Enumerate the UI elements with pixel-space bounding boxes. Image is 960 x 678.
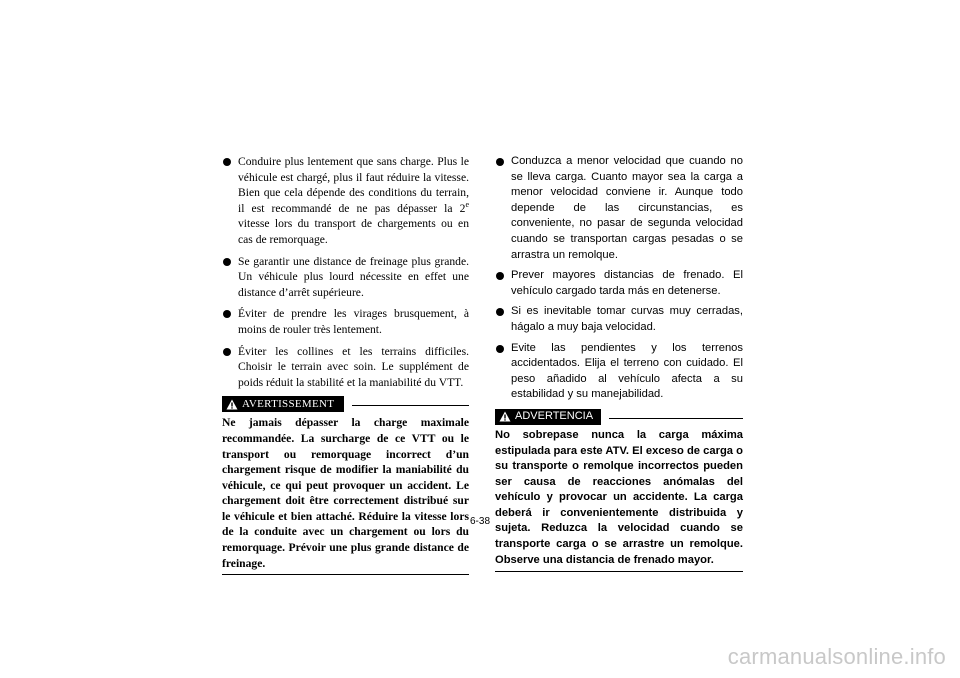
french-column: [222, 154, 469, 575]
spanish-column: [495, 154, 743, 572]
list-item: [495, 304, 743, 335]
bullet-icon: [223, 258, 231, 266]
list-item: [222, 254, 469, 301]
warning-text: Ne jamais dépasser la charge maximale recommandée. La surcharge de ce VTT ou le transport ou remorquage incorrect d’un chargement risque de modifier la maniabilité du véhicule, ce qui peut provoquer un accident. Le chargement doit être correctement distribué sur le véhicule et bien attaché. Réduire la vitesse lors de la conduite avec un chargement ou lors du remorquage. Prévoir une plus grande distance de freinage.: [222, 415, 469, 575]
bullet-icon: [496, 272, 504, 280]
bullet-icon: [496, 308, 504, 316]
bullet-list: [495, 154, 743, 403]
bullet-list: [222, 154, 469, 390]
bullet-icon: [223, 310, 231, 318]
bullet-text: Prever mayores distancias de frenado. El vehículo cargado tarda más en detenerse.: [511, 269, 743, 297]
page-number: 6-38: [469, 516, 490, 527]
divider: [352, 396, 469, 406]
warning-label: ADVERTENCIA: [515, 410, 594, 423]
warning-triangle-icon: [226, 399, 238, 410]
warning-triangle-icon: [499, 411, 511, 422]
superscript: e: [465, 199, 469, 209]
bullet-icon: [496, 345, 504, 353]
bullet-text: Éviter de prendre les virages brusquement, à moins de rouler très lentement.: [238, 307, 469, 336]
warning-badge: [495, 409, 601, 425]
list-item: [222, 306, 469, 337]
divider: [609, 409, 743, 419]
bullet-text: Conduire plus lentement que sans charge. Plus le véhicule est chargé, plus il faut réduire la vitesse. Bien que cela dépende des conditions du terrain, il est recommandé de ne pas dépasser la 2: [238, 155, 469, 215]
bullet-text: Conduzca a menor velocidad que cuando no se lleva carga. Cuanto mayor sea la carga a menor velocidad conviene ir. Aunque todo depende de las circunstancias, es conveniente, no pasar de segunda velocidad cuando se transportan cargas pesadas o se arrastra un remolque.: [511, 155, 743, 261]
warning-text: No sobrepase nunca la carga máxima estipulada para este ATV. El exceso de carga o su transporte o remolque incorrectos pueden ser causa de reacciones anómalas del vehículo y provocar un accidente. La carga deberá ir convenientemente distribuida y sujeta. Reduzca la velocidad cuando se transporte carga o se arrastre un remolque. Observe una distancia de frenado mayor.: [495, 428, 743, 572]
bullet-text: Se garantir une distance de freinage plus grande. Un véhicule plus lourd nécessite en effet une distance d’arrêt supérieure.: [238, 254, 469, 299]
warning-label: AVERTISSEMENT: [242, 397, 335, 410]
list-item: [495, 341, 743, 403]
bullet-text-tail: vitesse lors du transport de chargements ou en cas de remorquage.: [238, 217, 469, 246]
bullet-icon: [223, 158, 231, 166]
bullet-text: Éviter les collines et les terrains difficiles. Choisir le terrain avec soin. Le supplément de poids réduit la stabilité et la maniabilité du VTT.: [238, 344, 469, 389]
watermark: carmanualsonline.info: [727, 644, 946, 669]
bullet-text: Si es inevitable tomar curvas muy cerradas, hágalo a muy baja velocidad.: [511, 305, 743, 333]
list-item: [222, 344, 469, 391]
warning-badge: [222, 396, 344, 412]
warning-header: [495, 409, 743, 425]
bullet-text: Evite las pendientes y los terrenos accidentados. Elija el terreno con cuidado. El peso añadido al vehículo afecta a su estabilidad y su manejabilidad.: [511, 341, 743, 401]
list-item: [495, 154, 743, 263]
list-item: [495, 268, 743, 299]
warning-header: [222, 396, 469, 412]
bullet-icon: [496, 158, 504, 166]
bullet-icon: [223, 348, 231, 356]
list-item: [222, 154, 469, 248]
